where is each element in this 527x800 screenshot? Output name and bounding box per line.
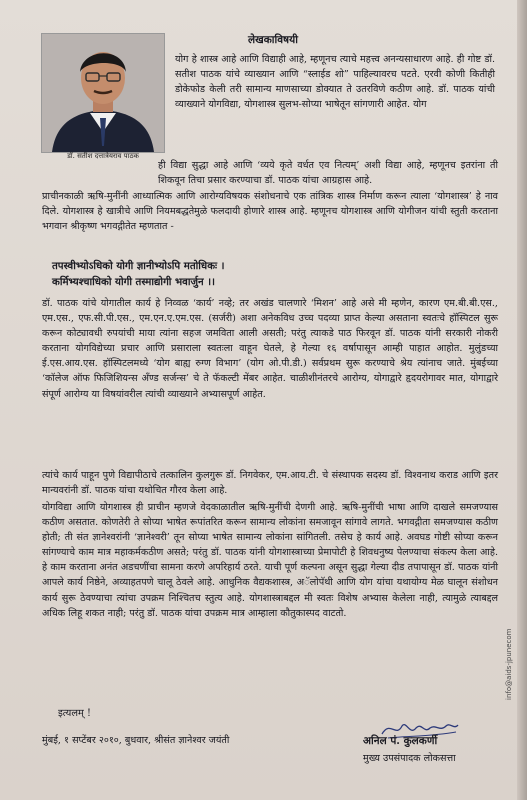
paragraph-intro: योग हे शास्त्र आहे आणि विद्याही आहे, म्हणूनच त्याचे महत्त्व अनन्यसाधारण आहे. ही गोष्ट डॉ. सतीश पाठक यांचे व्याख्यान आणि “स्लाईड शो” पाहिल्यावरच पटते. एरवी कोणी कितीही डोकेफोड केली तरी सामान्य माणसाच्या डोक्यात ते उतरविणे कठीण आहे. डॉ. पाठक यांची व्याख्याने योगविद्या, योगशास्त्र सुलभ-सोप्या भाषेतून सांगणारी आहेत. योग [175, 54, 495, 111]
paragraph-work: डॉ. पाठक यांचे योगातील कार्य हे निव्वळ ‘कार्य’ नव्हे; तर अखंड चालणारे ‘मिशन’ आहे असे मी म्हणेन, कारण एम.बी.बी.एस., एम.एस., एफ.सी.पी.एस., एम.एन.ए.एम.एस. (सर्जरी) अशा अनेकविध उच्च पदव्या प्राप्त केल्या असताना स्वतःचे हॉस्पिटल सुरू करून कोट्यावधी रुपयांची माया त्यांना सहज जमविता आली असती; परंतु त्याकडे पाठ फिरवून डॉ. पाठक यांनी सरकारी नोकरी करताना योगविद्येच्या प्रचार आणि प्रसाराला स्वतःला वाहून घेतले, हे गेल्या १६ वर्षापासून आम्ही पाहात आहोत. मुलुंडच्या ई.एस.आय.एस. हॉस्पिटलमध्ये ‘योग बाह्य रुग्ण विभाग’ (योग ओ.पी.डी.) सर्वप्रथम सुरू करण्याचे श्रेय त्यांनाच जाते. मुंबईच्या ‘कॉलेज ऑफ फिजिशियन्स अँण्ड सर्जन्स’ चे ते फॅकल्टी मेंबर आहेत. चाळीशीनंतरचे आरोग्य, योगाद्वारे हृदयरोगावर मात, योगाद्वारे संपूर्ण आरोग्य या विषयांवरील त्यांची व्याख्याने अभ्यासपूर्ण आहेत. [42, 298, 498, 400]
photo-caption: डॉ. सतीश दत्तात्रेयराव पाठक [67, 152, 139, 160]
closing-text: इत्यलम् ! [58, 708, 91, 719]
paragraph-ancient: प्राचीनकाळी ऋषि-मुनींनी आध्यात्मिक आणि आरोग्यविषयक संशोधनाचे एक तांत्रिक शास्त्र निर्माण करून त्याला ‘योगशास्त्र’ हे नाव दिले. योगशास्त्र हे खात्रीचे आणि नियमबद्धतेमुळे फलदायी होणारे शास्त्र आहे. म्हणूनच योगशास्त्र आणि योगीजन यांची स्तुती करताना भगवान श्रीकृष्ण भगवद्गीतेत म्हणतात - [42, 191, 498, 233]
paragraph-intro-continued: ही विद्या सुद्धा आहे आणि ‘व्यये कृते वर्धत एव नित्यम्’ अशी विद्या आहे, म्हणूनच इतरांना ती शिकवून तिचा प्रसार करण्याचा डॉ. पाठक यांचा आग्रहास आहे. [158, 160, 498, 187]
section-heading: लेखकाविषयी [248, 34, 298, 46]
portrait-image [42, 34, 164, 152]
verse-line: तपस्वीभ्योऽधिको योगी ज्ञानीभ्योऽपि मतोधिकः । [52, 260, 225, 272]
watermark-text: info@aids-jpunecom [505, 628, 513, 700]
sanskrit-verse [52, 258, 225, 290]
author-photo [41, 33, 165, 153]
place-date: मुंबई, १ सप्टेंबर २०१०, बुधवार, श्रीसंत ज्ञानेश्वर जयंती [42, 735, 230, 746]
page-edge [517, 0, 527, 800]
author-name: अनिल पं. कुलकर्णी [363, 735, 438, 747]
author-title: मुख्य उपसंपादक लोकसत्ता [363, 753, 456, 764]
verse-line: कर्मिभ्यश्चाधिको योगी तस्माद्योगी भवार्जुन ।। [52, 276, 215, 288]
paragraph-honor: त्यांचे कार्य पाहून पुणे विद्यापीठाचे तत्कालिन कुलगुरू डॉ. निगवेकर, एम.आय.टी. चे संस्थापक सदस्य डॉ. विश्वनाथ कराड आणि इतर मान्यवरांनी डॉ. पाठक यांचा यथोचित गौरव केला आहे. [42, 470, 498, 497]
paragraph-legacy: योगविद्या आणि योगशास्त्र ही प्राचीन म्हणजे वेदकाळातील ऋषि-मुनींची देणगी आहे. ऋषि-मुनींची भाषा आणि दाखले समजण्यास कठीण असतात. कोणतेरी ते सोप्या भाषेत रूपांतरित करून सामान्य लोकांना समजावून सांगावे लागते. भगवद्गीता समजण्यास कठीण होती; ती संत ज्ञानेश्वरांनी ‘ज्ञानेश्वरी’ तून सोप्या भाषेत सामान्य लोकांना सांगितली. तसेच हे कार्य आहे. अवघड गोष्टी सोप्या करून सांगण्याचे काम मात्र महाकर्मकठीण असते; परंतु डॉ. पाठक यांनी योगशास्त्राच्या प्रेमापोटी हे शिवधनुष्य पेलण्याचा संकल्प केला आहे. हे काम करताना अनंत अडचणींचा सामना करणे अपरिहार्य ठरते. याची पूर्ण कल्पना असून सुद्धा गेल्या दीड तपापासून डॉ. पाठक यांनी आपले कार्य निष्ठेने, अव्याहतपणे चालू ठेवले आहे. आधुनिक वैद्यकशास्त्र, अॅलोपॅथी आणि योग यांचा यथायोग्य मेळ घालून संशोधन कार्य सुरू ठेवण्याचा त्यांचा उपक्रम निश्चितच स्तुत्य आहे. योगशास्त्राबद्दल मी स्वतः विशेष अभ्यास केलेला नाही, त्यामुळे त्याबद्दल अधिक लिहू शकत नाही; परंतु डॉ. पाठक यांचा उपक्रम मात्र आम्हाला कौतुकास्पद वाटतो. [42, 502, 498, 619]
